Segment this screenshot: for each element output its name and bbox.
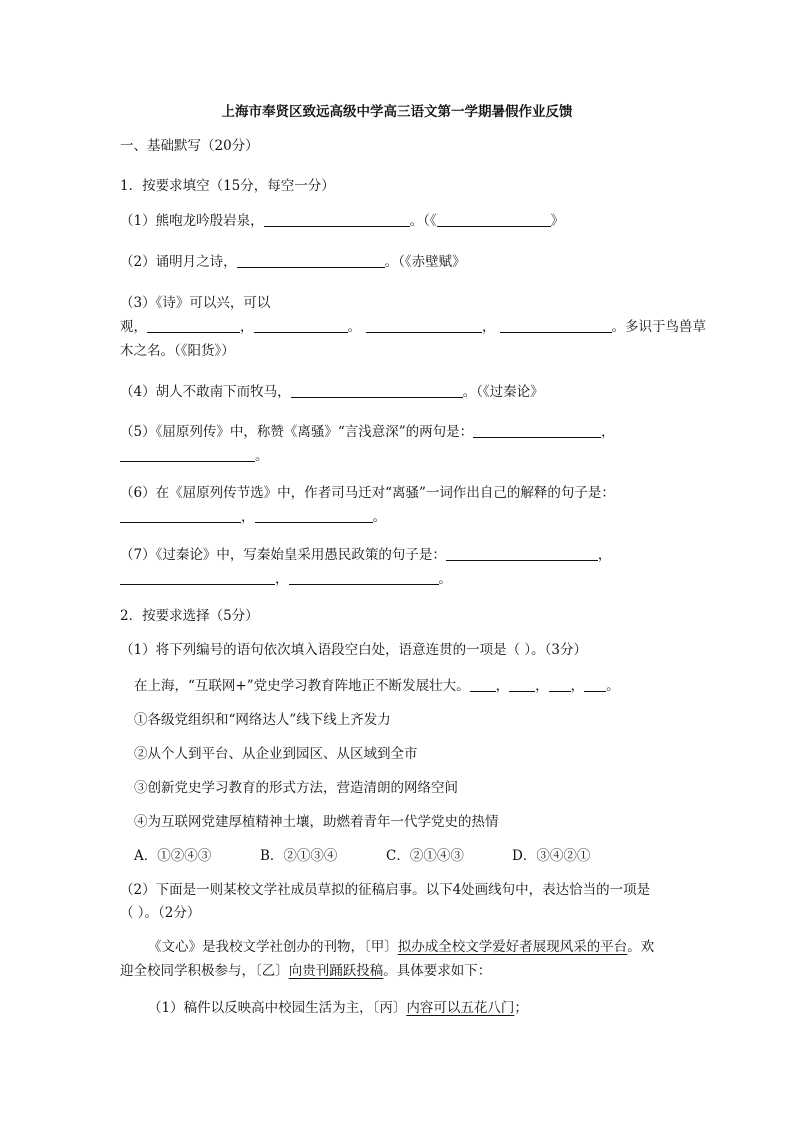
answer-blank[interactable] — [120, 570, 275, 585]
option-d[interactable]: D．③④②① — [512, 848, 591, 864]
sub-question-1: （1）将下列编号的语句依次填入语段空白处，语意连贯的一项是（ ）。（3分） — [120, 642, 587, 658]
notice-requirement-1: （1）稿件以反映高中校园生活为主，〔丙〕内容可以五花八门； — [148, 1000, 528, 1016]
answer-blank[interactable] — [237, 253, 385, 268]
fill-item-6: （6）在《屈原列传节选》中，作者司马迁对“离骚”一词作出自己的解释的句子是： — [120, 485, 615, 501]
underlined-sentence-yi: 向贵刊踊跃投稿 — [288, 963, 384, 979]
option-c[interactable]: C．②①④③ — [386, 848, 464, 864]
fill-item-7-line-2: ， 。 — [120, 570, 452, 588]
answer-blank[interactable] — [473, 423, 601, 438]
notice-paragraph-line-2: 迎全校同学积极参与，〔乙〕向贵刊踊跃投稿。具体要求如下： — [120, 963, 492, 979]
answer-blank[interactable] — [509, 677, 535, 692]
sentence-1: ①各级党组织和“网络达人”线下线上齐发力 — [134, 712, 391, 728]
answer-blank[interactable] — [255, 508, 373, 523]
sentence-4: ④为互联网党建厚植精神土壤，助燃着青年一代学党史的热情 — [134, 814, 499, 830]
answer-blank[interactable] — [120, 508, 241, 523]
sub-question-2-line-2: （ ）。（2分） — [120, 905, 201, 921]
answer-options — [134, 847, 638, 865]
fill-item-7: （7）《过秦论》中，写秦始皇采用愚民政策的句子是： ， — [120, 547, 612, 563]
answer-blank[interactable] — [147, 318, 240, 333]
fill-item-3: （3）《诗》可以兴，可以 — [120, 295, 271, 311]
fill-item-5: （5）《屈原列传》中，称赞《离骚》“言浅意深”的两句是： ， — [120, 424, 615, 440]
answer-blank[interactable] — [500, 318, 612, 333]
answer-blank[interactable] — [549, 677, 571, 692]
fill-item-6-line-2: ， 。 — [120, 508, 386, 526]
fill-item-5-line-2: 。 — [120, 447, 269, 465]
answer-blank[interactable] — [120, 447, 255, 462]
underlined-sentence-jia: 拟办成全校文学爱好者展现风采的平台 — [397, 939, 628, 955]
option-b[interactable]: B．②①③④ — [260, 848, 338, 864]
page-title: 上海市奉贤区致远高级中学高三语文第一学期暑假作业反馈 — [221, 104, 573, 120]
sub-question-2: （2）下面是一则某校文学社成员草拟的征稿启事。以下4处画线句中，表达恰当的一项是 — [120, 882, 651, 898]
answer-blank[interactable] — [446, 546, 598, 561]
fill-item-2: （2）诵明月之诗， 。（《赤壁赋》 — [120, 254, 466, 270]
answer-blank[interactable] — [366, 318, 482, 333]
answer-blank[interactable] — [437, 212, 551, 227]
question-2-header: 2．按要求选择（5分） — [120, 608, 259, 624]
sub-question-1-stem: 在上海，“互联网+”党史学习教育阵地正不断发展壮大。 ， ， ， 。 — [134, 678, 620, 694]
section-heading: 一、基础默写（20分） — [120, 138, 259, 154]
answer-blank[interactable] — [289, 570, 439, 585]
underlined-sentence-bing: 内容可以五花八门 — [406, 1000, 515, 1016]
fill-item-3-line-2: 观， ， 。 ， 。多识于鸟兽草 — [120, 319, 706, 335]
option-a[interactable]: A．①②④③ — [134, 848, 212, 864]
sentence-3: ③创新党史学习教育的形式方法，营造清朗的网络空间 — [134, 780, 458, 796]
notice-paragraph-line-1: 《文心》是我校文学社创办的刊物，〔甲〕拟办成全校文学爱好者展现风采的平台。欢 — [148, 939, 655, 955]
answer-blank[interactable] — [254, 318, 348, 333]
answer-blank[interactable] — [470, 677, 496, 692]
answer-blank[interactable] — [584, 677, 606, 692]
question-1-header: 1．按要求填空（15分，每空一分） — [120, 178, 335, 194]
answer-blank[interactable] — [264, 212, 410, 227]
sentence-2: ②从个人到平台、从企业到园区、从区域到全市 — [134, 746, 418, 762]
fill-item-4: （4）胡人不敢南下而牧马， 。（《过秦论》 — [120, 384, 544, 400]
fill-item-3-line-3: 木之名。（《阳货》） — [120, 343, 235, 359]
answer-blank[interactable] — [291, 383, 463, 398]
fill-item-1: （1）熊咆龙吟殷岩泉， 。（《 》 — [120, 213, 565, 229]
